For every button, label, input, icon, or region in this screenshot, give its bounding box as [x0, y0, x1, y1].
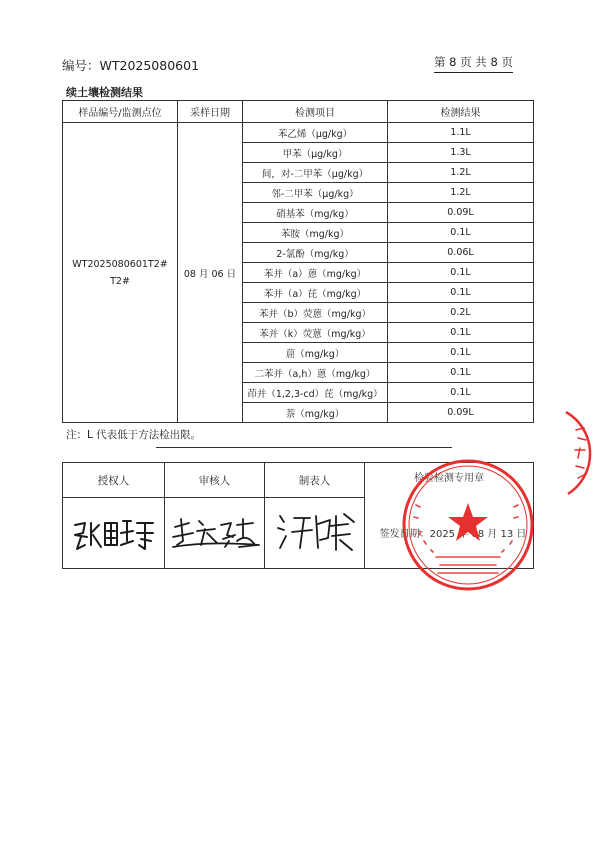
preparer-signature	[270, 508, 360, 558]
reviewer-signature	[169, 511, 261, 555]
test-item: 苯胺（mg/kg）	[243, 223, 388, 243]
test-result: 0.06L	[388, 243, 534, 263]
table-row	[63, 123, 534, 143]
monitoring-point: T2#	[110, 275, 130, 287]
column-header-sample: 样品编号/监测点位	[63, 101, 178, 123]
section-title: 续土壤检测结果	[66, 86, 143, 99]
test-item: 苯乙烯（μg/kg）	[243, 123, 388, 143]
authorizer-signature-cell	[63, 498, 165, 569]
test-result: 0.1L	[388, 363, 534, 383]
column-header-item: 检测项目	[243, 101, 388, 123]
preparer-signature-cell	[265, 498, 365, 569]
reviewer-label: 审核人	[165, 463, 265, 498]
test-item: 苯并（a）芘（mg/kg）	[243, 283, 388, 303]
footnote: 注：L 代表低于方法检出限。	[66, 429, 202, 441]
test-result: 0.1L	[388, 343, 534, 363]
divider-line	[156, 447, 452, 448]
sample-cell	[63, 123, 178, 423]
test-item: 甲苯（μg/kg）	[243, 143, 388, 163]
test-item: 苯并（b）荧蒽（mg/kg）	[243, 303, 388, 323]
test-result: 1.1L	[388, 123, 534, 143]
test-result: 0.1L	[388, 323, 534, 343]
authorizer-label: 授权人	[63, 463, 165, 498]
sample-id: WT2025080601T2#	[72, 258, 168, 270]
stamp-label: 检验检测专用章	[414, 473, 484, 484]
column-header-date: 采样日期	[178, 101, 243, 123]
test-result: 1.2L	[388, 163, 534, 183]
test-item: 苯并（k）荧蒽（mg/kg）	[243, 323, 388, 343]
test-result: 0.09L	[388, 403, 534, 423]
report-number: 编号：WT2025080601	[62, 58, 200, 73]
test-item: 间，对-二甲苯（μg/kg）	[243, 163, 388, 183]
test-result: 0.1L	[388, 263, 534, 283]
column-header-result: 检测结果	[388, 101, 534, 123]
page-number: 第 8 页 共 8 页	[434, 54, 513, 73]
test-item: 苯并（a）蒽（mg/kg）	[243, 263, 388, 283]
sampling-date: 08 月 06 日	[178, 123, 243, 423]
test-result: 1.3L	[388, 143, 534, 163]
test-item: 硝基苯（mg/kg）	[243, 203, 388, 223]
test-item: 邻-二甲苯（μg/kg）	[243, 183, 388, 203]
test-result: 0.1L	[388, 223, 534, 243]
test-result: 0.09L	[388, 203, 534, 223]
table-header-row	[63, 101, 534, 123]
test-item: 茚并（1,2,3-cd）芘（mg/kg）	[243, 383, 388, 403]
test-result: 0.2L	[388, 303, 534, 323]
edge-seal-fragment	[556, 408, 600, 498]
preparer-label: 制表人	[265, 463, 365, 498]
results-table	[62, 100, 534, 423]
test-item: 二苯并（a,h）蒽（mg/kg）	[243, 363, 388, 383]
test-result: 1.2L	[388, 183, 534, 203]
sign-date: 签发日期：2025 年 08 月 13 日	[379, 529, 527, 540]
test-item: 萘（mg/kg）	[243, 403, 388, 423]
reviewer-signature-cell	[165, 498, 265, 569]
test-item: 䓛（mg/kg）	[243, 343, 388, 363]
test-result: 0.1L	[388, 383, 534, 403]
seal-star-icon	[448, 503, 488, 541]
test-result: 0.1L	[388, 283, 534, 303]
company-seal	[400, 457, 536, 593]
test-item: 2-氯酚（mg/kg）	[243, 243, 388, 263]
authorizer-signature	[69, 511, 159, 555]
